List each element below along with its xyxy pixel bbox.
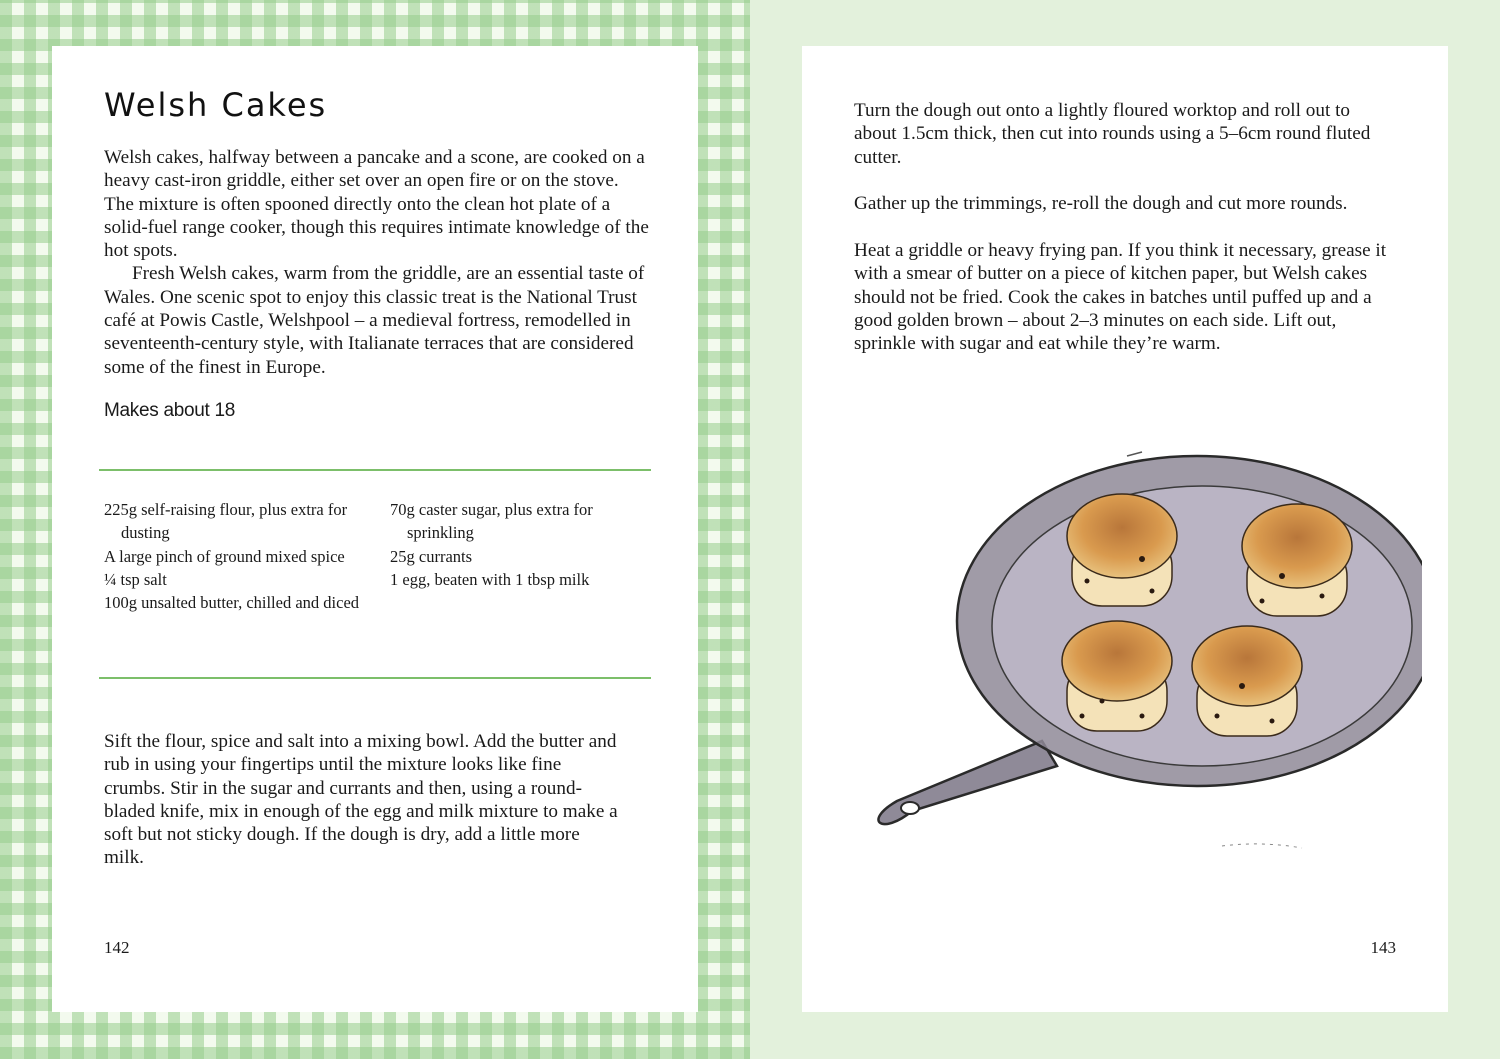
method-step-3: Gather up the trimmings, re-roll the dough and cut more rounds.: [854, 193, 1348, 214]
handle-hole: [901, 802, 919, 814]
ingredients-column-2: [390, 498, 650, 591]
yield-text: Makes about 18: [104, 400, 235, 421]
welsh-cake: [1062, 621, 1172, 731]
welsh-cake: [1192, 626, 1302, 736]
method-step-2: Turn the dough out onto a lightly floured worktop and roll out to about 1.5cm thick, then cut into rounds using a 5–6cm round fluted cutter.: [854, 100, 1371, 168]
intro-paragraph-2: Fresh Welsh cakes, warm from the griddle, are an essential taste of Wales. One scenic spot to enjoy this classic treat is the National Trust café at Powis Castle, Welshpool – a medieval fortress, remodelled in seventeenth-century style, with Italianate terraces that are considered some of the finest in Europe.: [104, 263, 645, 378]
ingredient-item: A large pinch of ground mixed spice: [104, 546, 345, 566]
sketch-mark: [1127, 452, 1142, 456]
ingredient-item: 100g unsalted butter, chilled and diced: [104, 593, 360, 613]
welsh-cake: [1067, 494, 1177, 606]
method-step-4: Heat a griddle or heavy frying pan. If you think it necessary, grease it with a smear of butter on a piece of kitchen paper, but Welsh cakes should not be fried. Cook the cakes in batches until puffed up and a good golden brown – about 2–3 minutes on each side. Lift out, sprinkle with sugar and eat while they’re warm.: [854, 240, 1387, 355]
welsh-cakes-in-pan-illustration: [842, 416, 1422, 866]
sketch-mark: [1222, 844, 1302, 848]
ingredients-bottom-rule: [99, 677, 651, 679]
ingredient-item: 25g currants: [390, 546, 473, 566]
ingredient-item: 1 egg, beaten with 1 tbsp milk: [390, 569, 590, 589]
page-number-left: 142: [104, 938, 130, 957]
left-page: [52, 46, 698, 1012]
ingredient-item: 225g self-raising flour, plus extra for dusting: [104, 500, 348, 543]
intro-paragraph-1: Welsh cakes, halfway between a pancake and a scone, are cooked on a heavy cast-iron griddle, either set over an open fire or on the stove. The mixture is often spooned directly onto the clean hot plate of a solid-fuel range cooker, though this requires intimate knowledge of the hot spots.: [104, 147, 649, 262]
ingredient-item: 70g caster sugar, plus extra for sprinkling: [390, 500, 593, 543]
page-number-right: 143: [1370, 938, 1396, 957]
welsh-cake: [1242, 504, 1352, 616]
pan-base: [992, 486, 1412, 766]
ingredients-column-1: [104, 498, 364, 614]
ingredient-item: ¼ tsp salt: [104, 569, 167, 589]
recipe-intro: [104, 146, 649, 379]
method-step-1: Sift the flour, spice and salt into a mixing bowl. Add the butter and rub in using your fingertips until the mixture looks like fine crumbs. Stir in the sugar and currants and then, using a round-bladed knife, mix in enough of the egg and milk mixture to make a soft but not sticky dough. If the dough is dry, add a little more milk.: [104, 731, 618, 869]
right-page: [802, 46, 1448, 1012]
ingredients-top-rule: [99, 469, 651, 471]
recipe-title: Welsh Cakes: [104, 86, 328, 124]
